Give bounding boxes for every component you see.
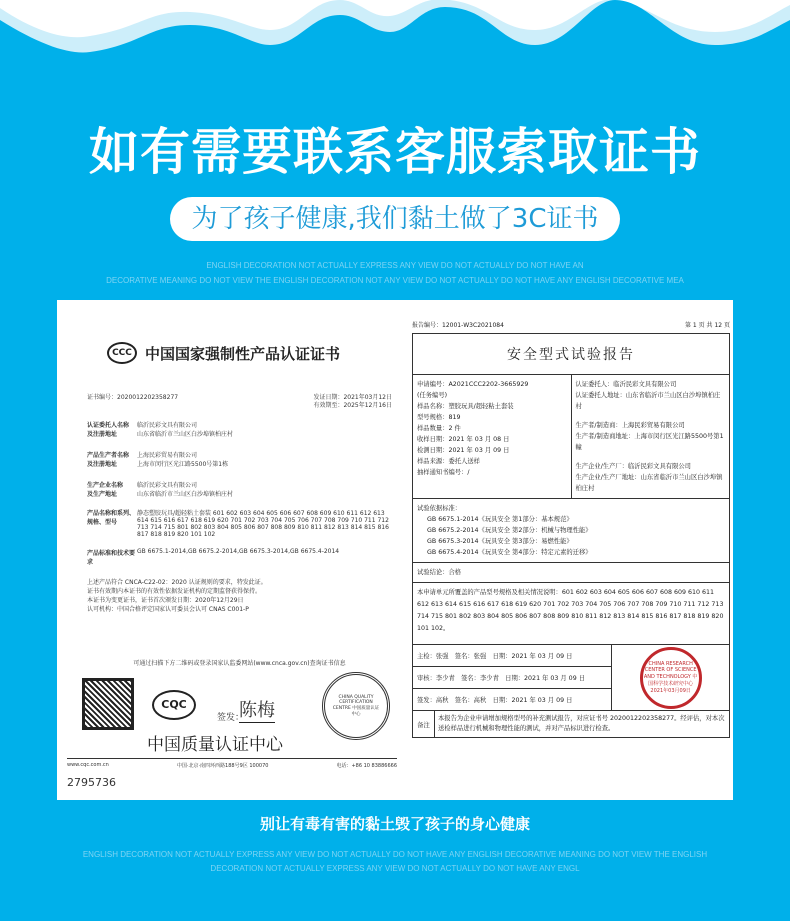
standard-item: GB 6675.1-2014《玩具安全 第1部分：基本规范》 [427,516,573,523]
cert-number: 证书编号：2020012202358277 [87,394,179,401]
cqc-website: www.cqc.com.cn [67,762,109,768]
standard-item: GB 6675.4-2014《玩具安全 第4部分：特定元素的迁移》 [427,549,592,556]
signature-row: 审核：李少青 签名：李少青 日期：2021 年 03 月 09 日 [413,667,611,689]
cert-note: 本证书为变更证书，证书首次颁发日期：2020年12月29日 [87,597,244,604]
decorative-english-1: ENGLISH DECORATION NOT ACTUALLY EXPRESS ANY VIEW DO NOT ACTUALLY DO NOT HAVE AN [206,261,584,270]
info-line: 生产企业/生产厂地址：山东省临沂市兰山区白沙埠镇柏庄村 [575,474,723,492]
ccc-logo-icon: CCC [107,342,137,364]
report-conclusion: 试验结论：合格 [413,563,729,583]
decorative-english-2: DECORATIVE MEANING DO NOT VIEW THE ENGLISH DECORATION NOT ANY VIEW DO NOT ACTUALLY DO NOT HAVE ANY ENGLISH DECORATIVE MEA [106,276,684,285]
field-value: 上海民彩贸易有限公司 [137,452,198,459]
page-title: 如有需要联系客服索取证书 [89,123,701,181]
field-label: 认证委托人名称 [87,422,130,429]
wave-decoration [0,0,790,80]
serial-number: 2795736 [67,776,116,789]
certificate-title: 中国国家强制性产品认证证书 [145,344,341,363]
info-line: 样品名称：塑胶玩具/超轻粘土套装 [417,403,514,410]
footer-title: 别让有毒有害的黏土毁了孩子的身心健康 [259,815,530,833]
info-line: 认证委托人地址：山东省临沂市兰山区白沙埠镇柏庄村 [575,392,721,410]
field-value: 山东省临沂市兰山区白沙埠镇柏庄村 [137,491,234,498]
field-label: 产品生产者名称 [87,452,130,459]
cert-valid-date: 有效期至：2025年12月16日 [313,402,392,409]
verify-note: 可通过扫描下方二维码或登录国家认监委网站(www.cnca.gov.cn)查询证书信息 [133,660,346,667]
field-value: 临沂民彩文具有限公司 [137,422,198,429]
cqc-logo-icon: CQC [152,690,196,720]
signature-row: 主检：张强 签名：张强 日期：2021 年 03 月 09 日 [413,645,611,667]
info-line: 抽样通知书编号：/ [417,469,470,476]
certificates-panel [57,300,733,800]
info-line: 检测日期：2021 年 03 月 09 日 [417,447,510,454]
info-line: 收样日期：2021 年 03 月 08 日 [417,436,510,443]
footer-english-1: ENGLISH DECORATION NOT ACTUALLY EXPRESS ANY VIEW DO NOT ACTUALLY DO NOT HAVE ANY ENGLISH DECORATIVE MEANING DO NOT VIEW THE ENGLISH [82,850,708,859]
info-line: 型号规格：819 [417,414,461,421]
ccc-certificate [67,300,397,800]
info-line: 生产者/制造商地址：上海市闵行区光江路5500号第1幢 [575,433,724,451]
standard-item: GB 6675.3-2014《玩具安全 第3部分：易燃性能》 [427,538,573,545]
field-value: 上海市闵行区光江路5500号第1栋 [137,461,229,468]
report-number: 报告编号：12001-W3C2021084 [412,322,504,329]
field-label: 及生产地址 [87,491,118,498]
field-value: 山东省临沂市兰山区白沙埠镇柏庄村 [137,431,234,438]
report-sample-info [413,375,572,498]
report-models: 本申请单元所覆盖的产品型号规格及相关情况说明：601 602 603 604 605 606 607 608 609 610 611 612 613 614 615 616 617 618 619 620 701 702 703 704 705 706 707 708 709 710 711 712 713 714 715 801 802 803 804 805 806 807 808 809 810 811 812 813 814 815 816 817 818 819 820 101 102。 [413,583,729,645]
field-value: 静态塑胶玩具/超轻粘土套装 601 602 603 604 605 606 607 608 609 610 611 612 613 614 615 616 617 618 619 620 701 702 703 704 705 706 707 708 709 710 711 712 713 714 715 801 802 803 804 805 806 807 808 809 810 811 812 813 814 815 816 817 818 819 820 101 102 [137,510,389,538]
report-page: 第 1 页 共 12 页 [685,322,730,329]
stamp-text: CHINA QUALITY CERTIFICATION CENTRE 中国质量认证中心 [332,695,380,717]
info-line: 认证委托人：临沂民彩文具有限公司 [575,381,677,388]
info-line: 样品来源：委托人送样 [417,458,480,465]
issuer-signature: 陈梅 [239,696,275,723]
field-label: 产品名称和系列、规格、型号 [87,510,136,526]
cqc-phone: 电话：+86 10 83886666 [336,763,397,769]
field-label: 及注册地址 [87,461,118,468]
cqc-address: 中国·北京·南四环西路188号9区 100070 [176,763,269,769]
cqc-stamp [322,672,390,740]
standards-label: 试验依据标准： [417,505,462,512]
issuer-label: 签发： [217,713,245,723]
cert-note: 认可机构：中国合格评定国家认可委员会认可 CNAS C001-P [87,606,249,613]
test-report [412,320,730,775]
cert-note: 证书有效期内本证书的有效性依据发证机构的定期监督获得保持。 [87,588,262,595]
note-label: 备注 [413,711,435,737]
cert-issue-date: 发证日期：2021年03月12日 [313,394,392,401]
report-client-info [572,375,730,498]
cqc-name: 中国质量认证中心 [147,735,283,755]
info-line: 申请编号：A2021CCC2202-3665929 [417,381,529,388]
report-title: 安全型式试验报告 [413,334,729,375]
field-label: 及注册地址 [87,431,118,438]
report-standards [413,499,729,563]
field-label: 生产企业名称 [87,482,124,489]
info-line: 生产者/制造商：上海民彩贸易有限公司 [575,422,685,429]
subtitle-pill: 为了孩子健康,我们黏土做了3C证书 [170,197,620,241]
standard-item: GB 6675.2-2014《玩具安全 第2部分：机械与物理性能》 [427,527,592,534]
info-line: 生产企业/生产厂：临沂民彩文具有限公司 [575,463,691,470]
signature-row: 签发：高秋 签名：高秋 日期：2021 年 03 月 09 日 [417,697,573,704]
research-center-seal [640,647,702,709]
note-text: 本报告为企业申请增加规格型号的补充测试报告，对应证书号 2020012202358277。经评估，对本次送检样品进行机械和物理性能的测试，并对产品标识进行检查。 [438,715,725,732]
info-line: (任务编号) [417,392,448,399]
field-label: 产品标准和技术要求 [87,550,136,566]
footer-english-2: DECORATION NOT ACTUALLY EXPRESS ANY VIEW DO NOT ACTUALLY DO NOT HAVE ANY ENGL [210,864,580,873]
seal-text: CHINA RESEARCH CENTER OF SCIENCE AND TECHNOLOGY 中国科学技术研究中心 2021年03月09日 [643,661,698,694]
field-value: GB 6675.1-2014,GB 6675.2-2014,GB 6675.3-2014,GB 6675.4-2014 [137,548,340,555]
info-line: 样品数量：2 件 [417,425,461,432]
cert-note: 上述产品符合 CNCA-C22-02：2020 认证规则的要求，特发此证。 [87,579,267,586]
field-value: 临沂民彩文具有限公司 [137,482,198,489]
qr-code-icon [82,678,134,730]
